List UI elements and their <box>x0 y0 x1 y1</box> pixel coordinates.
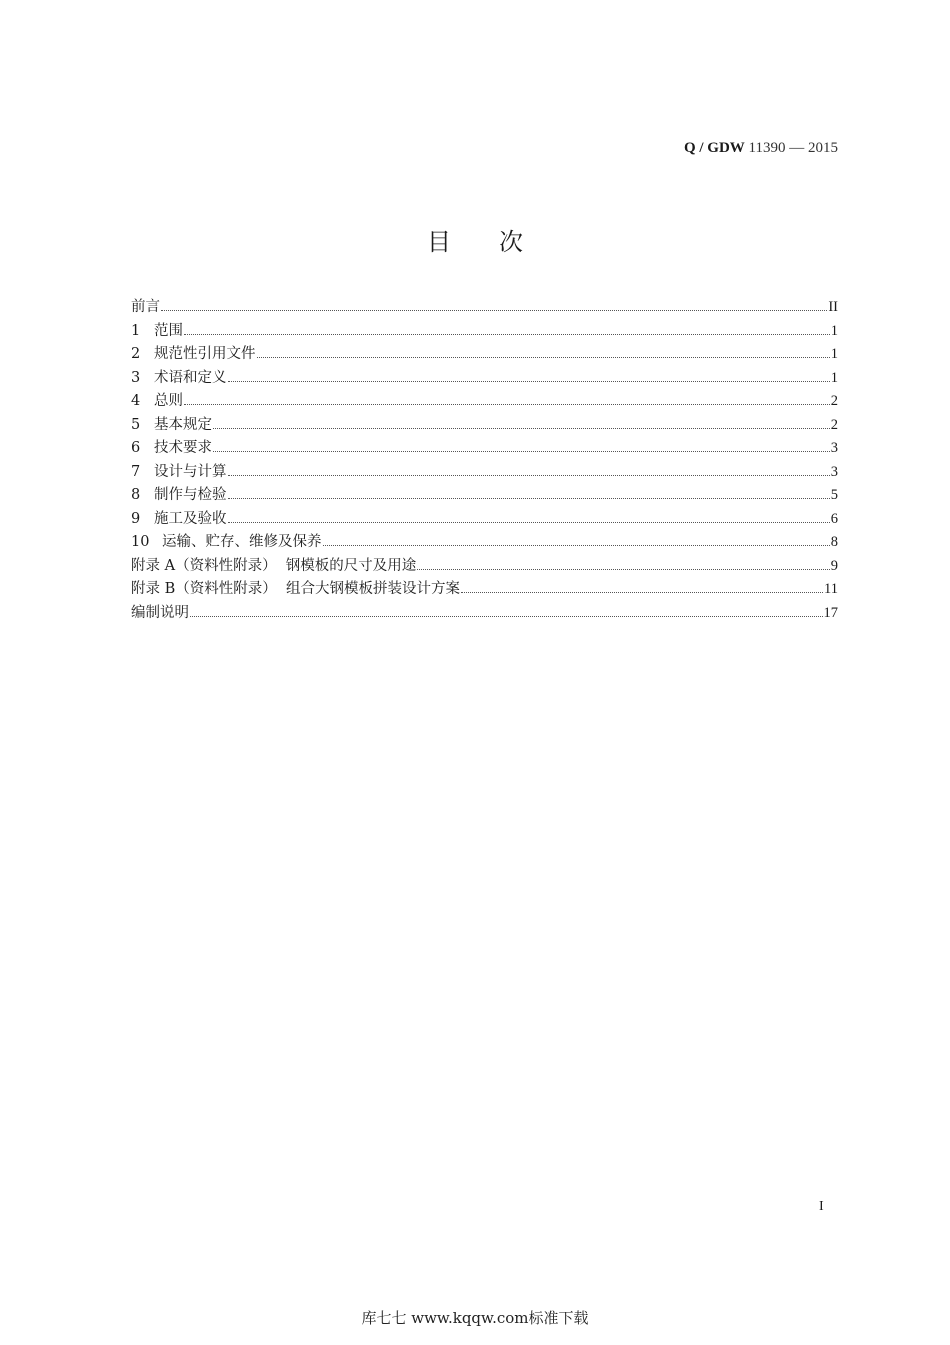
toc-entry-label: 范围 <box>154 322 183 339</box>
toc-entry-page: 9 <box>830 557 838 574</box>
toc-leader <box>213 427 830 429</box>
toc-leader <box>417 568 829 570</box>
toc-entry-explanation[interactable] <box>131 602 838 626</box>
toc-entry-page: 1 <box>830 369 838 386</box>
toc-entry-page: 3 <box>830 463 838 480</box>
toc-entry-page: 3 <box>830 440 838 456</box>
toc-entry-label: 施工及验收 <box>154 510 227 527</box>
toc-entry-page: 8 <box>830 534 838 550</box>
toc-entry-6[interactable] <box>131 437 838 461</box>
toc-entry-number: 6 <box>131 440 141 456</box>
toc-leader <box>228 521 830 523</box>
toc-entry-page: 6 <box>830 510 838 527</box>
toc-entry-label: 附录 B（资料性附录） 组合大钢模板拼装设计方案 <box>131 581 460 597</box>
page-number: I <box>819 1199 824 1214</box>
toc-entry-10[interactable] <box>131 531 838 555</box>
toc-entry-number: 4 <box>131 393 141 409</box>
toc-entry-label: 技术要求 <box>154 440 212 456</box>
standard-code-prefix: Q / GDW <box>683 140 745 156</box>
toc-entry-1[interactable] <box>131 320 838 344</box>
toc-entry-appendix-a[interactable] <box>131 555 838 579</box>
toc-entry-4[interactable] <box>131 390 838 414</box>
table-of-contents <box>131 296 838 625</box>
toc-entry-number: 8 <box>131 487 141 503</box>
toc-entry-number: 5 <box>131 416 141 433</box>
toc-entry-3[interactable] <box>131 367 838 391</box>
toc-entry-7[interactable] <box>131 461 838 485</box>
toc-leader <box>161 309 827 311</box>
toc-entry-number: 7 <box>131 463 141 480</box>
toc-entry-number: 1 <box>131 322 141 339</box>
toc-leader <box>323 544 830 546</box>
toc-entry-label: 规范性引用文件 <box>154 346 256 362</box>
toc-leader <box>184 403 830 405</box>
toc-leader <box>213 450 830 452</box>
toc-entry-label: 术语和定义 <box>154 369 227 386</box>
toc-entry-label: 编制说明 <box>131 604 189 621</box>
standard-code <box>684 140 838 157</box>
toc-leader <box>184 333 830 335</box>
toc-leader <box>228 474 830 476</box>
toc-leader <box>190 615 823 617</box>
toc-title: 目次 <box>427 228 571 256</box>
toc-entry-page: 5 <box>830 487 838 503</box>
toc-entry-appendix-b[interactable] <box>131 578 838 602</box>
toc-leader <box>461 591 823 593</box>
toc-leader <box>257 356 830 358</box>
toc-entry-page: 11 <box>824 581 838 597</box>
toc-entry-label: 前言 <box>131 299 160 315</box>
toc-entry-label: 制作与检验 <box>154 487 227 503</box>
toc-leader <box>228 380 830 382</box>
toc-entry-label: 总则 <box>154 393 183 409</box>
toc-entry-label: 运输、贮存、维修及保养 <box>162 534 322 550</box>
toc-entry-number: 2 <box>131 346 141 362</box>
standard-code-number: 11390 — 2015 <box>748 140 838 156</box>
toc-entry-number: 3 <box>131 369 141 386</box>
toc-entry-page: 2 <box>830 416 838 433</box>
toc-entry-8[interactable] <box>131 484 838 508</box>
toc-entry-number: 10 <box>131 534 150 550</box>
toc-entry-foreword[interactable] <box>131 296 838 320</box>
toc-entry-label: 设计与计算 <box>154 463 227 480</box>
toc-entry-9[interactable] <box>131 508 838 532</box>
toc-leader <box>228 497 830 499</box>
toc-entry-label: 附录 A（资料性附录） 钢模板的尺寸及用途 <box>131 557 417 574</box>
toc-entry-page: 1 <box>830 322 838 339</box>
toc-entry-label: 基本规定 <box>154 416 212 433</box>
toc-entry-2[interactable] <box>131 343 838 367</box>
toc-entry-page: 2 <box>830 393 838 409</box>
toc-entry-5[interactable] <box>131 414 838 438</box>
toc-entry-page: II <box>828 299 838 315</box>
toc-entry-number: 9 <box>131 510 141 527</box>
toc-entry-page: 1 <box>830 346 838 362</box>
toc-entry-page: 17 <box>823 604 838 621</box>
footer-watermark: 库七七 www.kqqw.com标准下载 <box>361 1309 589 1327</box>
